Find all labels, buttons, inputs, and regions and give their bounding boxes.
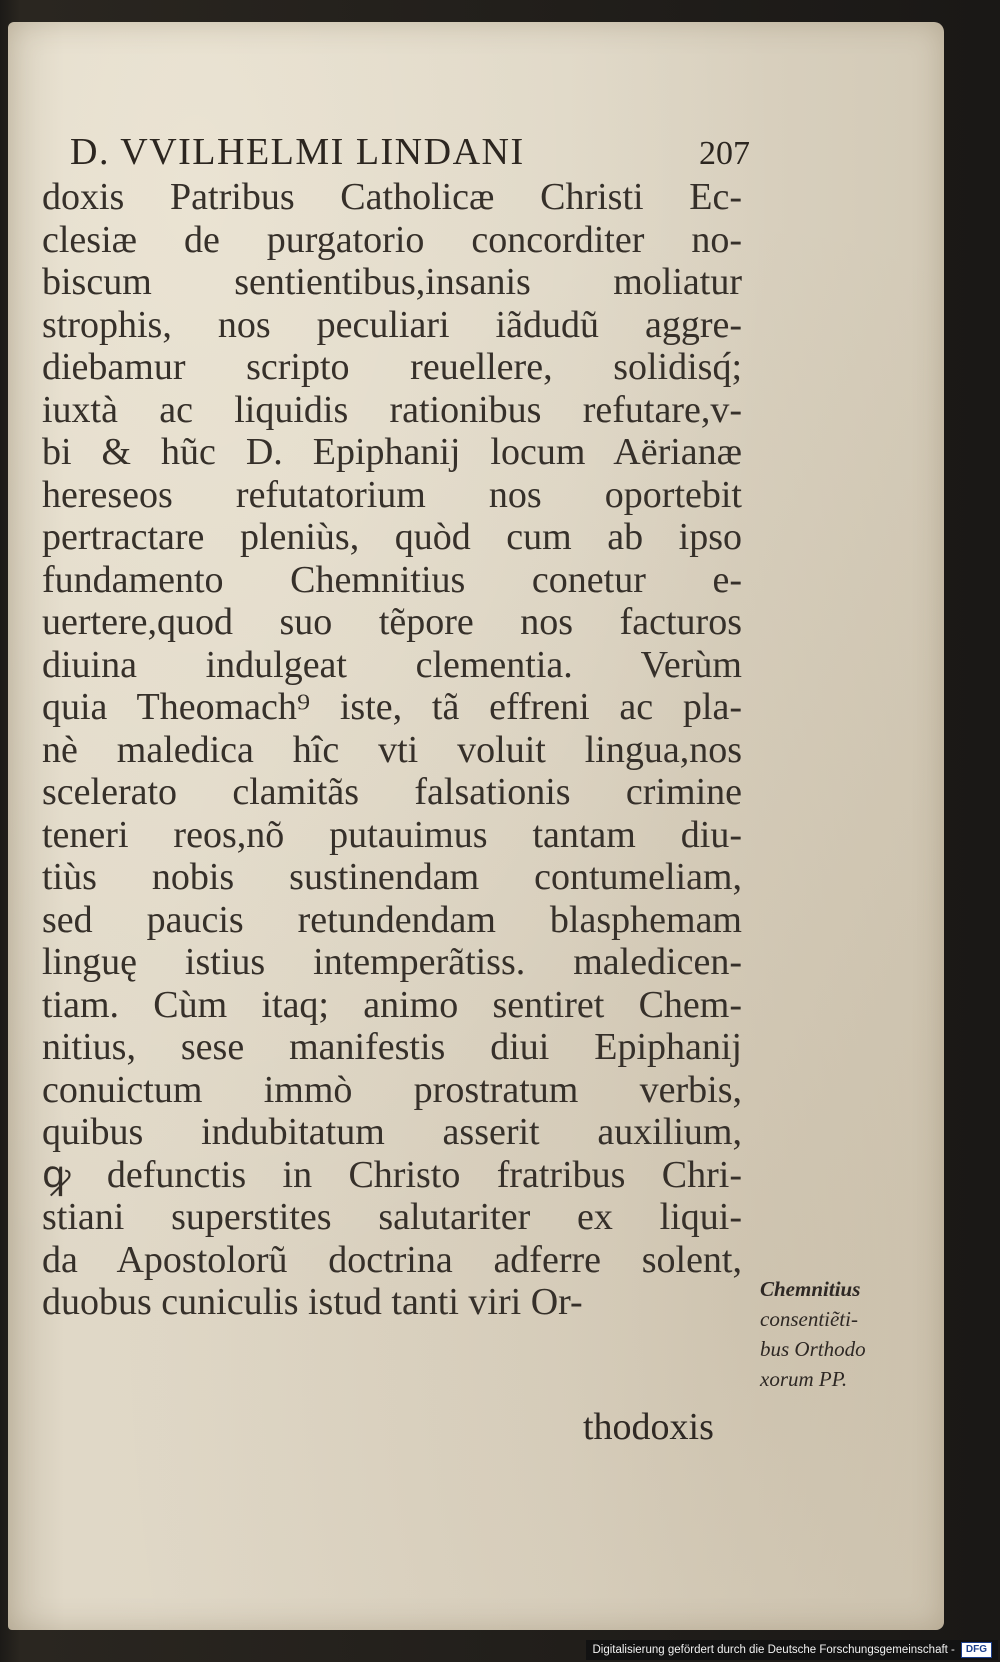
text-line: clesiæ de purgatorio concorditer no- (42, 218, 742, 261)
text-line: linguę istius intemperãtiss. maledicen- (42, 941, 742, 983)
credit-text: Digitalisierung gefördert durch die Deutsche Forschungsgemeinschaft - (592, 1644, 955, 1656)
text-line: diebamur scripto reuellere, solidisq́; (42, 346, 742, 388)
text-line: tiam. Cùm itaq; animo sentiret Chem- (42, 983, 742, 1026)
dfg-logo: DFG (961, 1642, 992, 1658)
marginal-note (760, 1274, 910, 1394)
text-line: duobus cuniculis istud tanti viri Or- (42, 1281, 583, 1323)
text-line: strophis, nos peculiari iãdudũ aggre- (42, 303, 742, 346)
book-page (8, 22, 944, 1630)
text-line: uertere,quod suo tẽpore nos facturos (42, 601, 742, 643)
marginal-note-line: xorum PP. (760, 1367, 848, 1391)
text-line: hereseos refutatorium nos oportebit (42, 473, 742, 516)
text-line: conuictum immò prostratum verbis, (42, 1068, 742, 1111)
text-line: doxis Patribus Catholicæ Christi Ec- (42, 176, 742, 218)
text-line: teneri reos,nõ putauimus tantam diu- (42, 813, 742, 856)
text-line: iuxtà ac liquidis rationibus refutare,v- (42, 388, 742, 431)
text-line: fundamento Chemnitius conetur e- (42, 558, 742, 601)
text-line: diuina indulgeat clementia. Verùm (42, 643, 742, 686)
text-line: scelerato clamitãs falsationis crimine (42, 771, 742, 813)
running-head (70, 130, 750, 178)
digitization-credit (586, 1640, 998, 1660)
text-line: nè maledica hîc vti voluit lingua,nos (42, 728, 742, 771)
text-line: da Apostolorũ doctrina adferre solent, (42, 1238, 742, 1281)
text-line: pertractare pleniùs, quòd cum ab ipso (42, 516, 742, 558)
text-line: sed paucis retundendam blasphemam (42, 898, 742, 941)
text-line: tiùs nobis sustinendam contumeliam, (42, 856, 742, 898)
text-line: ꝙ defunctis in Christo fratribus Chri- (42, 1153, 742, 1196)
text-line: quia Theomach⁹ iste, tã effreni ac pla- (42, 686, 742, 728)
marginal-note-line: consentiẽti- (760, 1307, 858, 1331)
text-line: stiani superstites salutariter ex liqui- (42, 1196, 742, 1238)
page-number: 207 (699, 135, 750, 172)
running-head-title: D. VVILHELMI LINDANI (70, 131, 525, 173)
marginal-note-line: bus Orthodo (760, 1337, 866, 1361)
text-line: bi & hũc D. Epiphanij locum Aërianæ (42, 431, 742, 473)
text-line: nitius, sese manifestis diui Epiphanij (42, 1026, 742, 1068)
marginal-note-line: Chemnitius (760, 1277, 861, 1301)
catchword: thodoxis (583, 1406, 714, 1448)
text-line: biscum sentientibus,insanis moliatur (42, 261, 742, 303)
body-text (42, 176, 742, 1324)
text-line: quibus indubitatum asserit auxilium, (42, 1111, 742, 1153)
